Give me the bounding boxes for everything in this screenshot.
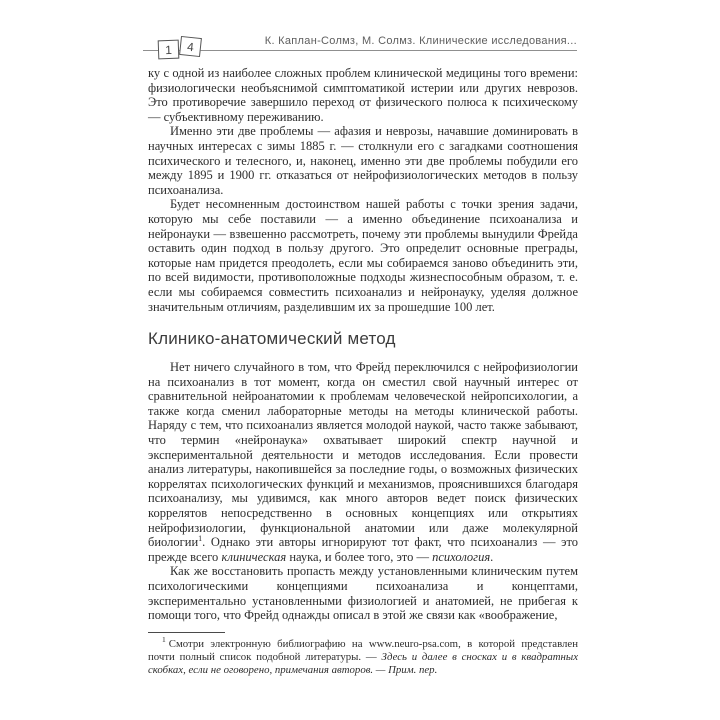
body-paragraph <box>148 124 578 197</box>
footnote <box>148 635 578 677</box>
footnote-marker-sup: 1 <box>162 635 166 645</box>
text-run: Именно эти две проблемы — афазия и неврозы, начавшие доминировать в научных интересах с зимы 1885 г. — столкнули его с загадками соотношения психического и телесного, и, наконец, именно эти две проблемы побудили его между 1895 и 1900 гг. отказаться от нейрофизиологических методов в пользу психоанализа. <box>148 124 578 197</box>
text-column <box>148 66 578 677</box>
body-paragraph <box>148 564 578 622</box>
page-number-box-1: 1 <box>158 40 180 60</box>
running-title: К. Каплан-Солмз, М. Солмз. Клинические исследования... <box>264 35 577 47</box>
body-text <box>148 66 578 623</box>
section-heading: Клинико-анатомический метод <box>148 329 396 349</box>
body-paragraph <box>148 66 578 124</box>
text-run: Будет несомненным достоинством нашей работы с точки зрения задачи, которую мы себе поставили — а именно объединение психоанализа и нейронауки — взвешенно рассмотреть, почему эти проблемы вынудили Фрейда оставить один подход в пользу другого. Это определит основные преграды, которые нам придется преодолеть, если мы собираемся заново объединить эти, по всей видимости, противоположные подходы жизнеспособным образом, т. е. если мы собираемся совместить психоанализ и нейронауку, уделяя должное значительным отличиям, разделившим их за прошедшие 100 лет. <box>148 197 578 314</box>
emphasis-text: психология <box>432 549 491 564</box>
text-run: Нет ничего случайного в том, что Фрейд переключился с нейрофизиологии на психоанализ в тот момент, когда он сместил свой научный интерес от сравнительной нейроанатомии к проблемам человеческой нейропсихологии, а также когда сменил лабораторные методы на методы клинической работы. Наряду с тем, что психоанализ является молодой наукой, часто также забывают, что термин «нейронаука» охватывает широкий спектр научной и экспериментальной деятельности и методов исследования. Если провести анализ литературы, накопившейся за последние годы, о возможных физических коррелятах психологических функций и механизмов, прояснившихся благодаря психоанализу, мы удивимся, как много авторов ведет поиск физических коррелятов непосредственно в основных концепциях или открытиях нейрофизиологии, функциональной анатомии или даже молекулярной биологии <box>148 360 578 550</box>
text-run: . Однако эти авторы игнорируют тот факт, что психоанализ — это прежде всего <box>148 535 578 564</box>
emphasis-text: Здесь и далее в сносках и в квадратных скобках, если не оговорено, примечания авторов. — Прим. пер. <box>148 650 578 676</box>
body-paragraph <box>148 197 578 314</box>
text-run: Как же восстановить пропасть между установленными клиническим путем психологическими концепциями психоанализа и концептами, экспериментально установленными физиологией и анатомией, не прибегая к помощи того, что Фрейд однажды описал в этой же связи как «воображение, <box>148 564 578 623</box>
body-paragraph <box>148 360 578 564</box>
text-run: Смотри электронную библиографию на www.neuro-psa.com, в которой представлен почти полный список подобной литературы. — <box>148 637 578 663</box>
text-run: ку с одной из наиболее сложных проблем клинической медицины того времени: физиологически необъяснимой симптоматикой истерии или других неврозов. Это противоречие завершило переход от физического полюса к психическому — субъективному переживанию. <box>148 66 578 124</box>
text-run: того, это — <box>367 549 433 564</box>
text-run: наука, и более <box>286 549 368 564</box>
footnote-rule <box>148 632 225 633</box>
emphasis-text: клиническая <box>221 549 287 564</box>
page-number-box-2: 4 <box>179 36 202 57</box>
footnote-area <box>148 632 578 677</box>
footnote-marker-sup: 1 <box>198 534 203 544</box>
text-run: . <box>490 549 494 564</box>
header-rule <box>143 50 577 51</box>
